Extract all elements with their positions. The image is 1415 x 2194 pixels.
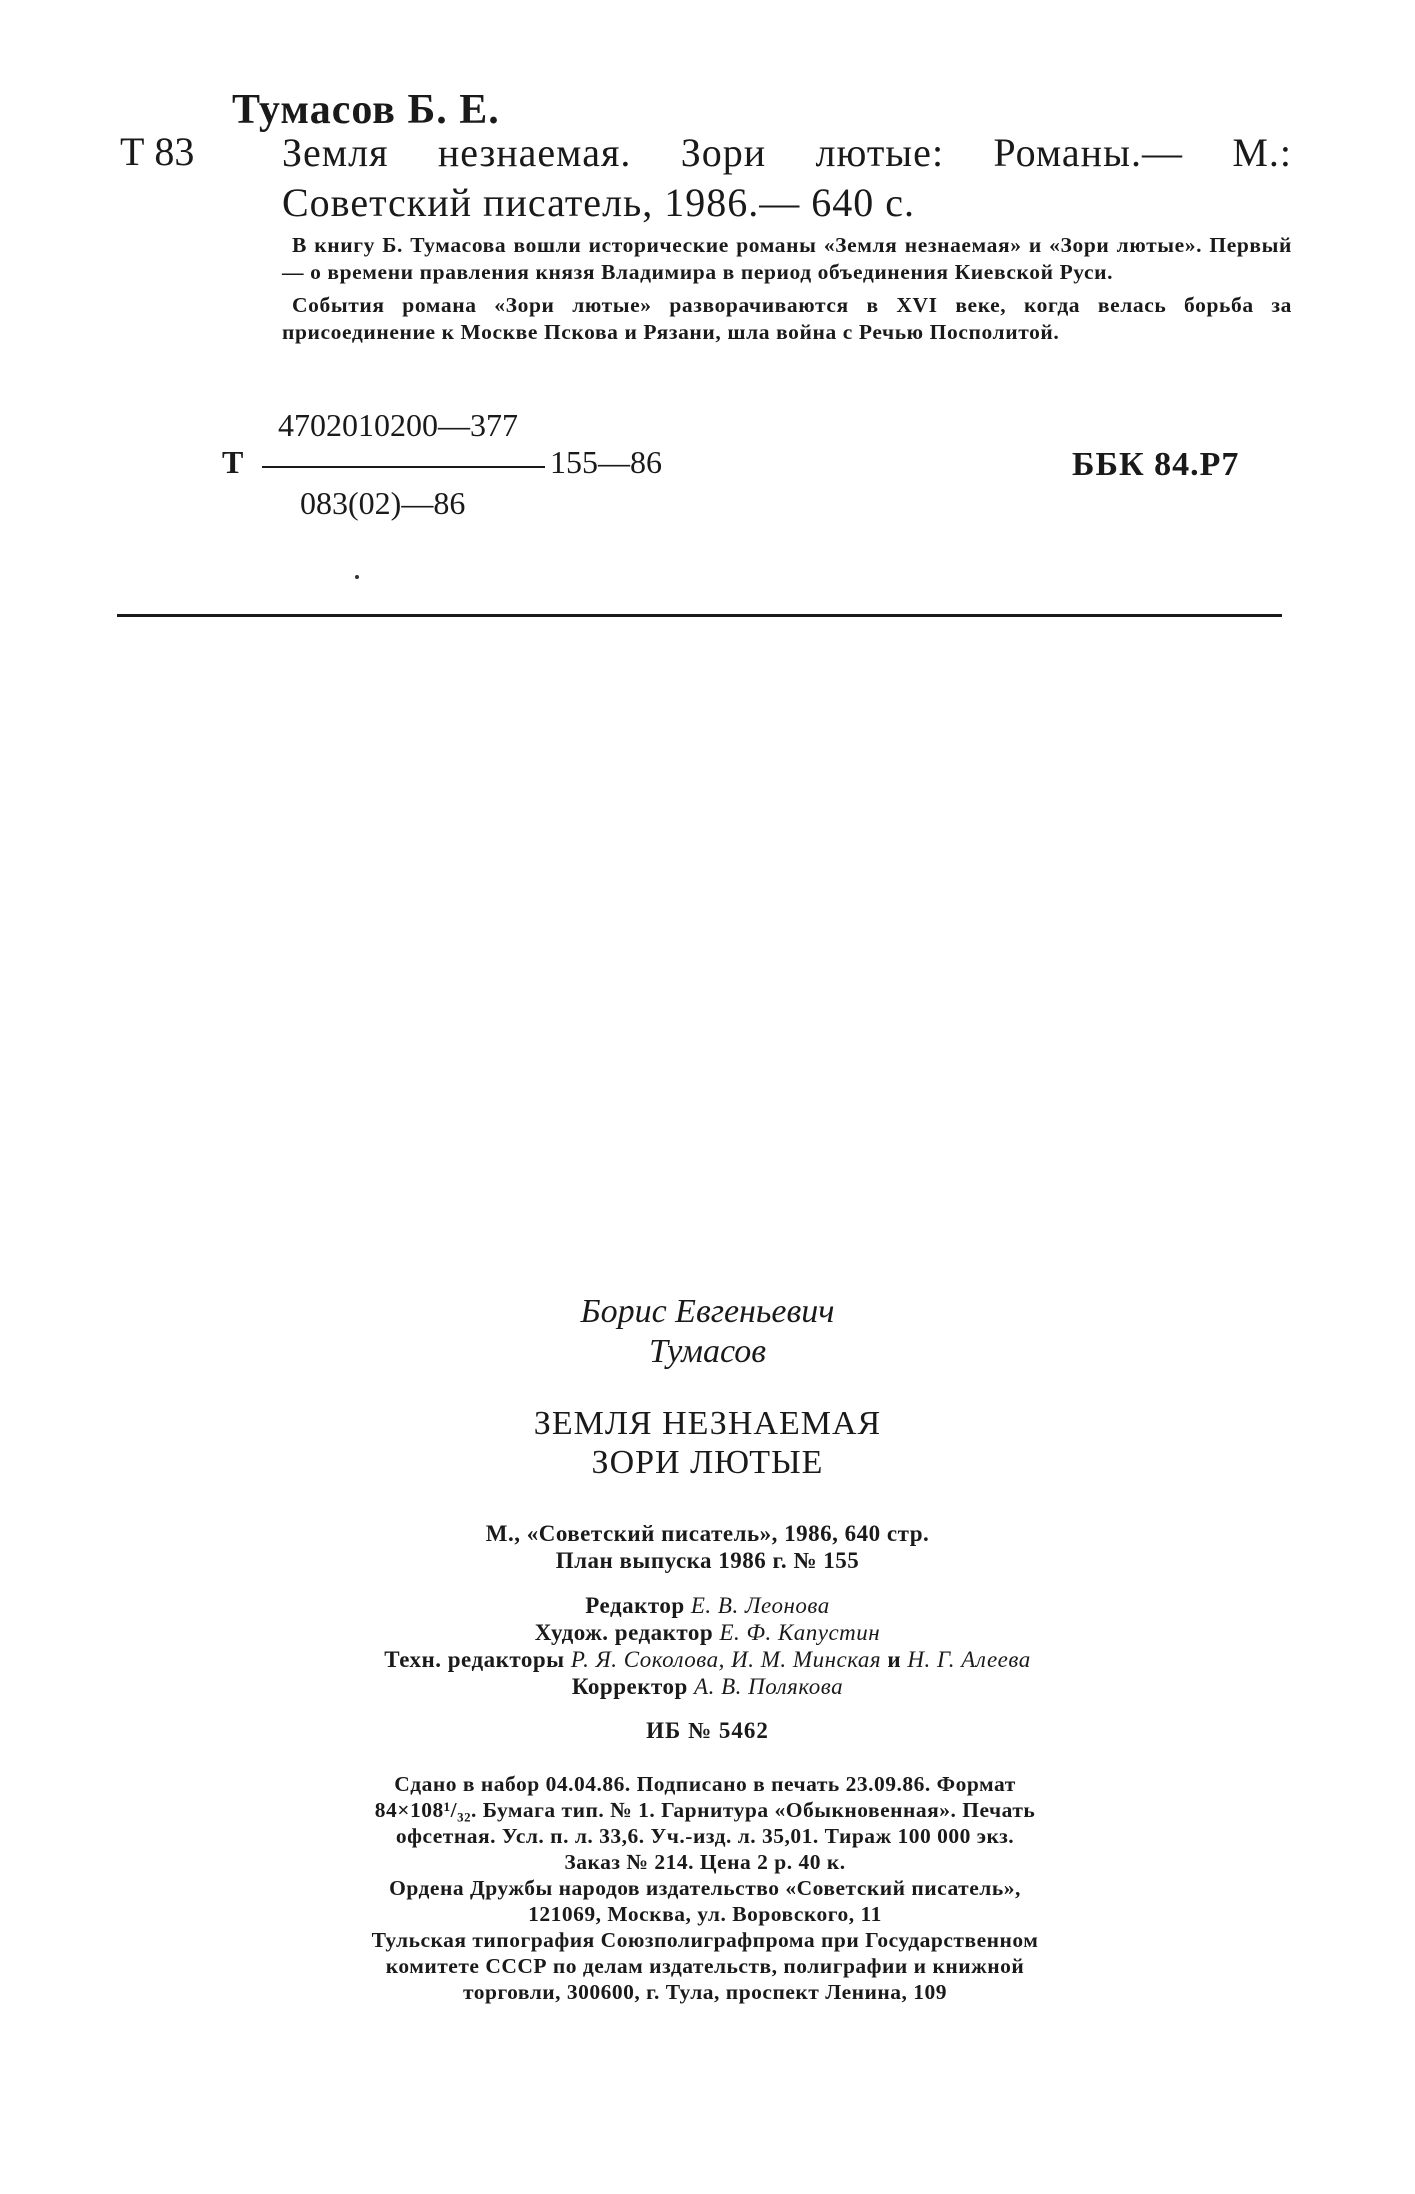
colophon-publication bbox=[0, 1520, 1415, 1574]
bbk-code: ББК 84.Р7 bbox=[1072, 446, 1240, 483]
title-line-2: ЗОРИ ЛЮТЫЕ bbox=[591, 1444, 824, 1481]
index-right: 155—86 bbox=[550, 444, 662, 480]
proofreader-name: А. В. Полякова bbox=[694, 1674, 844, 1699]
index-fraction-line bbox=[262, 466, 545, 468]
divider-rule bbox=[117, 614, 1282, 617]
index-numerator: 4702010200—377 bbox=[278, 407, 518, 443]
print-line: 121069, Москва, ул. Воровского, 11 bbox=[528, 1902, 882, 1926]
publisher-line: М., «Советский писатель», 1986, 640 стр. bbox=[485, 1521, 930, 1546]
author-surname: Тумасов bbox=[648, 1333, 767, 1370]
author-name: Борис Евгеньевич bbox=[580, 1293, 835, 1330]
art-editor-line bbox=[0, 1619, 1415, 1646]
editor-line bbox=[0, 1592, 1415, 1619]
index-letter: Т bbox=[222, 444, 244, 480]
print-dot bbox=[355, 575, 359, 579]
annotation-paragraph-1: В книгу Б. Тумасова вошли исторические романы «Земля незнаемая» и «Зори лютые». Первый — о времени правления князя Владимира в период объединения Киевской Руси. bbox=[282, 233, 1292, 284]
index-denominator: 083(02)—86 bbox=[300, 485, 466, 521]
print-line: Ордена Дружбы народов издательство «Советский писатель», bbox=[389, 1876, 1021, 1900]
proofreader-line bbox=[0, 1673, 1415, 1700]
print-line: торговли, 300600, г. Тула, проспект Ленина, 109 bbox=[462, 1980, 948, 2004]
tech-editor-3: Н. Г. Алеева bbox=[907, 1647, 1031, 1672]
colophon-print-info bbox=[282, 1771, 1128, 2005]
annotation-paragraph-2: События романа «Зори лютые» разворачиваются в XVI веке, когда велась борьба за присоединение к Москве Пскова и Рязани, шла война с Речью Посполитой. bbox=[282, 293, 1292, 344]
art-editor-name: Е. Ф. Капустин bbox=[719, 1620, 881, 1645]
colophon-author bbox=[0, 1292, 1415, 1372]
proofreader-label: Корректор bbox=[571, 1674, 688, 1699]
print-line: 84×108¹/₃₂. Бумага тип. № 1. Гарнитура «Обыкновенная». Печать bbox=[374, 1798, 1036, 1822]
print-line: Сдано в набор 04.04.86. Подписано в печать 23.09.86. Формат bbox=[394, 1772, 1016, 1796]
colophon-title bbox=[0, 1404, 1415, 1482]
print-line: офсетная. Усл. п. л. 33,6. Уч.-изд. л. 35,01. Тираж 100 000 экз. bbox=[395, 1824, 1015, 1848]
tech-editors-label: Техн. редакторы bbox=[384, 1647, 565, 1672]
title-line-1: ЗЕМЛЯ НЕЗНАЕМАЯ bbox=[533, 1405, 882, 1442]
art-editor-label: Худож. редактор bbox=[534, 1620, 714, 1645]
print-line: комитете СССР по делам издательств, полиграфии и книжной bbox=[385, 1954, 1025, 1978]
card-annotation bbox=[282, 232, 1292, 346]
colophon-staff bbox=[0, 1592, 1415, 1700]
and-word: и bbox=[887, 1647, 902, 1672]
print-line: Заказ № 214. Цена 2 р. 40 к. bbox=[564, 1850, 846, 1874]
card-author: Тумасов Б. Е. bbox=[232, 87, 500, 133]
print-line: Тульская типография Союзполиграфпрома при Государственном bbox=[371, 1928, 1039, 1952]
card-title: Земля незнаемая. Зори лютые: Романы.— М.: Советский писатель, 1986.— 640 с. bbox=[282, 130, 1292, 225]
ib-number: ИБ № 5462 bbox=[646, 1718, 769, 1743]
tech-editor-1: Р. Я. Соколова, bbox=[570, 1647, 725, 1672]
plan-line: План выпуска 1986 г. № 155 bbox=[555, 1548, 860, 1573]
tech-editor-2: И. М. Минская bbox=[731, 1647, 882, 1672]
tech-editors-line bbox=[0, 1646, 1415, 1673]
card-code: Т 83 bbox=[120, 129, 195, 174]
editor-label: Редактор bbox=[585, 1593, 685, 1618]
editor-name: Е. В. Леонова bbox=[690, 1593, 830, 1618]
